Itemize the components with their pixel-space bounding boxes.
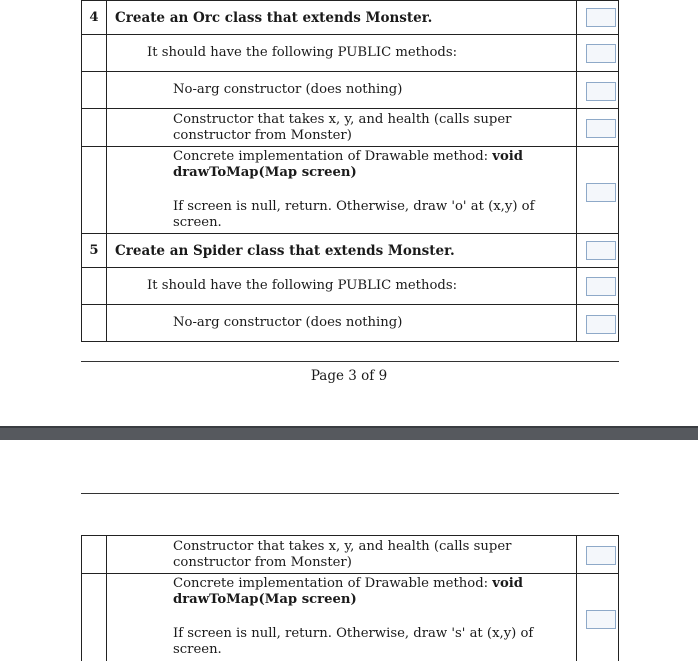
text-line: Constructor that takes x, y, and health (calls super: [173, 538, 512, 554]
requirement-text: It should have the following PUBLIC methods:: [107, 268, 577, 305]
checkbox[interactable]: [586, 119, 616, 138]
checkbox[interactable]: [586, 610, 616, 629]
checkbox[interactable]: [586, 315, 616, 334]
table-row: [82, 234, 619, 268]
code-text: drawToMap(Map screen): [173, 165, 357, 180]
text-line: Concrete implementation of Drawable method:: [173, 576, 493, 591]
requirement-text: It should have the following PUBLIC methods:: [107, 35, 577, 72]
table-row: [82, 72, 619, 109]
text-line: If screen is null, return. Otherwise, draw 's' at (x,y) of: [173, 626, 534, 641]
item-number: 5: [82, 234, 107, 268]
page-number: Page 3 of 9: [310, 368, 388, 384]
text-line: constructor from Monster): [173, 554, 352, 570]
item-number: 4: [82, 1, 107, 35]
checkbox[interactable]: [586, 8, 616, 27]
table-row: [82, 109, 619, 147]
code-text: drawToMap(Map screen): [173, 592, 357, 607]
requirement-text: [107, 109, 577, 147]
checkbox[interactable]: [586, 44, 616, 63]
footer-rule: [81, 361, 619, 362]
rubric-table: [81, 0, 619, 342]
requirement-text: [107, 147, 577, 234]
text-line: If screen is null, return. Otherwise, draw 'o' at (x,y) of: [173, 199, 535, 214]
task-heading: Create an Spider class that extends Monster.: [107, 234, 577, 268]
checkbox[interactable]: [586, 183, 616, 202]
pdf-page-4: [0, 440, 698, 661]
text-line: screen.: [173, 642, 222, 657]
checkbox[interactable]: [586, 546, 616, 565]
text-line: Concrete implementation of Drawable method:: [173, 149, 493, 164]
table-row: [82, 305, 619, 342]
requirement-text: [107, 536, 577, 574]
code-text: void: [492, 576, 523, 591]
requirement-text: No-arg constructor (does nothing): [107, 305, 577, 342]
checkbox[interactable]: [586, 241, 616, 260]
text-line: Constructor that takes x, y, and health (calls super: [173, 111, 512, 127]
table-row: [82, 35, 619, 72]
table-row: [82, 536, 619, 574]
checkbox[interactable]: [586, 82, 616, 101]
task-heading: Create an Orc class that extends Monster.: [107, 1, 577, 35]
requirement-text: [107, 574, 577, 661]
table-row: [82, 574, 619, 661]
header-rule: [81, 493, 619, 494]
table-row: [82, 268, 619, 305]
code-text: void: [492, 149, 523, 164]
text-line: constructor from Monster): [173, 127, 352, 143]
table-row: [82, 147, 619, 234]
checkbox-cell: [577, 1, 619, 35]
table-row: [82, 1, 619, 35]
text-line: screen.: [173, 215, 222, 230]
checkbox[interactable]: [586, 277, 616, 296]
requirement-text: No-arg constructor (does nothing): [107, 72, 577, 109]
rubric-table: [81, 535, 619, 661]
page-separator: [0, 428, 698, 440]
